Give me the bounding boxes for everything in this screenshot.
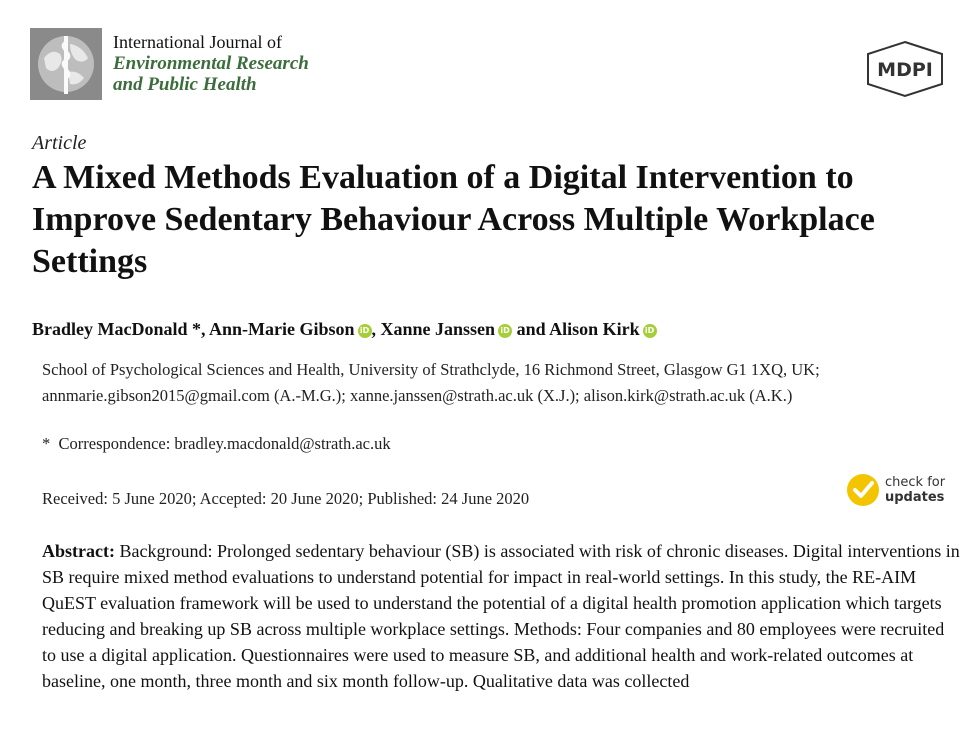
publication-dates: Received: 5 June 2020; Accepted: 20 June 2020; Published: 24 June 2020 <box>42 489 530 508</box>
article-type: Article <box>32 132 87 154</box>
orcid-icon[interactable]: iD <box>643 324 657 338</box>
mdpi-hexagon-icon <box>862 40 948 98</box>
author-list <box>32 319 962 340</box>
abstract <box>42 538 962 694</box>
author-name: Bradley MacDonald * <box>32 319 201 339</box>
check-updates-icon <box>845 472 881 508</box>
author-name: Alison Kirk <box>549 319 640 339</box>
correspondence <box>42 434 942 454</box>
check-updates-line1: check for <box>885 475 946 490</box>
check-updates-text <box>885 475 945 505</box>
orcid-icon[interactable]: iD <box>498 324 512 338</box>
check-for-updates-badge[interactable] <box>845 470 955 510</box>
journal-name-line1: International Journal of <box>113 32 282 52</box>
author-name: Ann-Marie Gibson <box>209 319 355 339</box>
globe-staff-icon <box>30 28 102 100</box>
correspondence-text: Correspondence: bradley.macdonald@strath.ac.uk <box>58 434 391 453</box>
orcid-icon[interactable]: iD <box>358 324 372 338</box>
journal-name-line2: Environmental Research <box>113 53 309 74</box>
article-title: A Mixed Methods Evaluation of a Digital Intervention to Improve Sedentary Behaviour Across Multiple Workplace Settings <box>32 159 875 280</box>
correspondence-marker: * <box>42 434 51 453</box>
author-separator: , <box>371 319 381 339</box>
check-updates-line2: updates <box>885 490 945 505</box>
author-separator: and <box>512 319 550 339</box>
affiliation: School of Psychological Sciences and Health, University of Strathclyde, 16 Richmond Street, Glasgow G1 1XQ, UK; annmarie.gibson2015@gmail.com (A.-M.G.); xanne.janssen@strath.ac.uk (X.J.); alison.kirk@strath.ac.uk (A.K.) <box>42 360 820 405</box>
journal-name <box>113 32 309 95</box>
abstract-text: Background: Prolonged sedentary behaviour (SB) is associated with risk of chronic diseases. Digital interventions in SB require mixed method evaluations to understand potential for impact in real-world settings. In this study, the RE-AIM QuEST evaluation framework will be used to understand the potential of a digital health promotion application which targets reducing and breaking up SB across multiple workplace settings. Methods: Four companies and 80 employees were recruited to use a digital application. Questionnaires were used to measure SB, and additional health and work-related outcomes at baseline, one month, three month and six month follow-up. Qualitative data was collected <box>42 541 960 691</box>
journal-name-line3: and Public Health <box>113 74 257 95</box>
publisher-name: MDPI <box>877 59 933 81</box>
author-separator: , <box>201 319 210 339</box>
author-name: Xanne Janssen <box>380 319 496 339</box>
abstract-label: Abstract: <box>42 541 115 561</box>
